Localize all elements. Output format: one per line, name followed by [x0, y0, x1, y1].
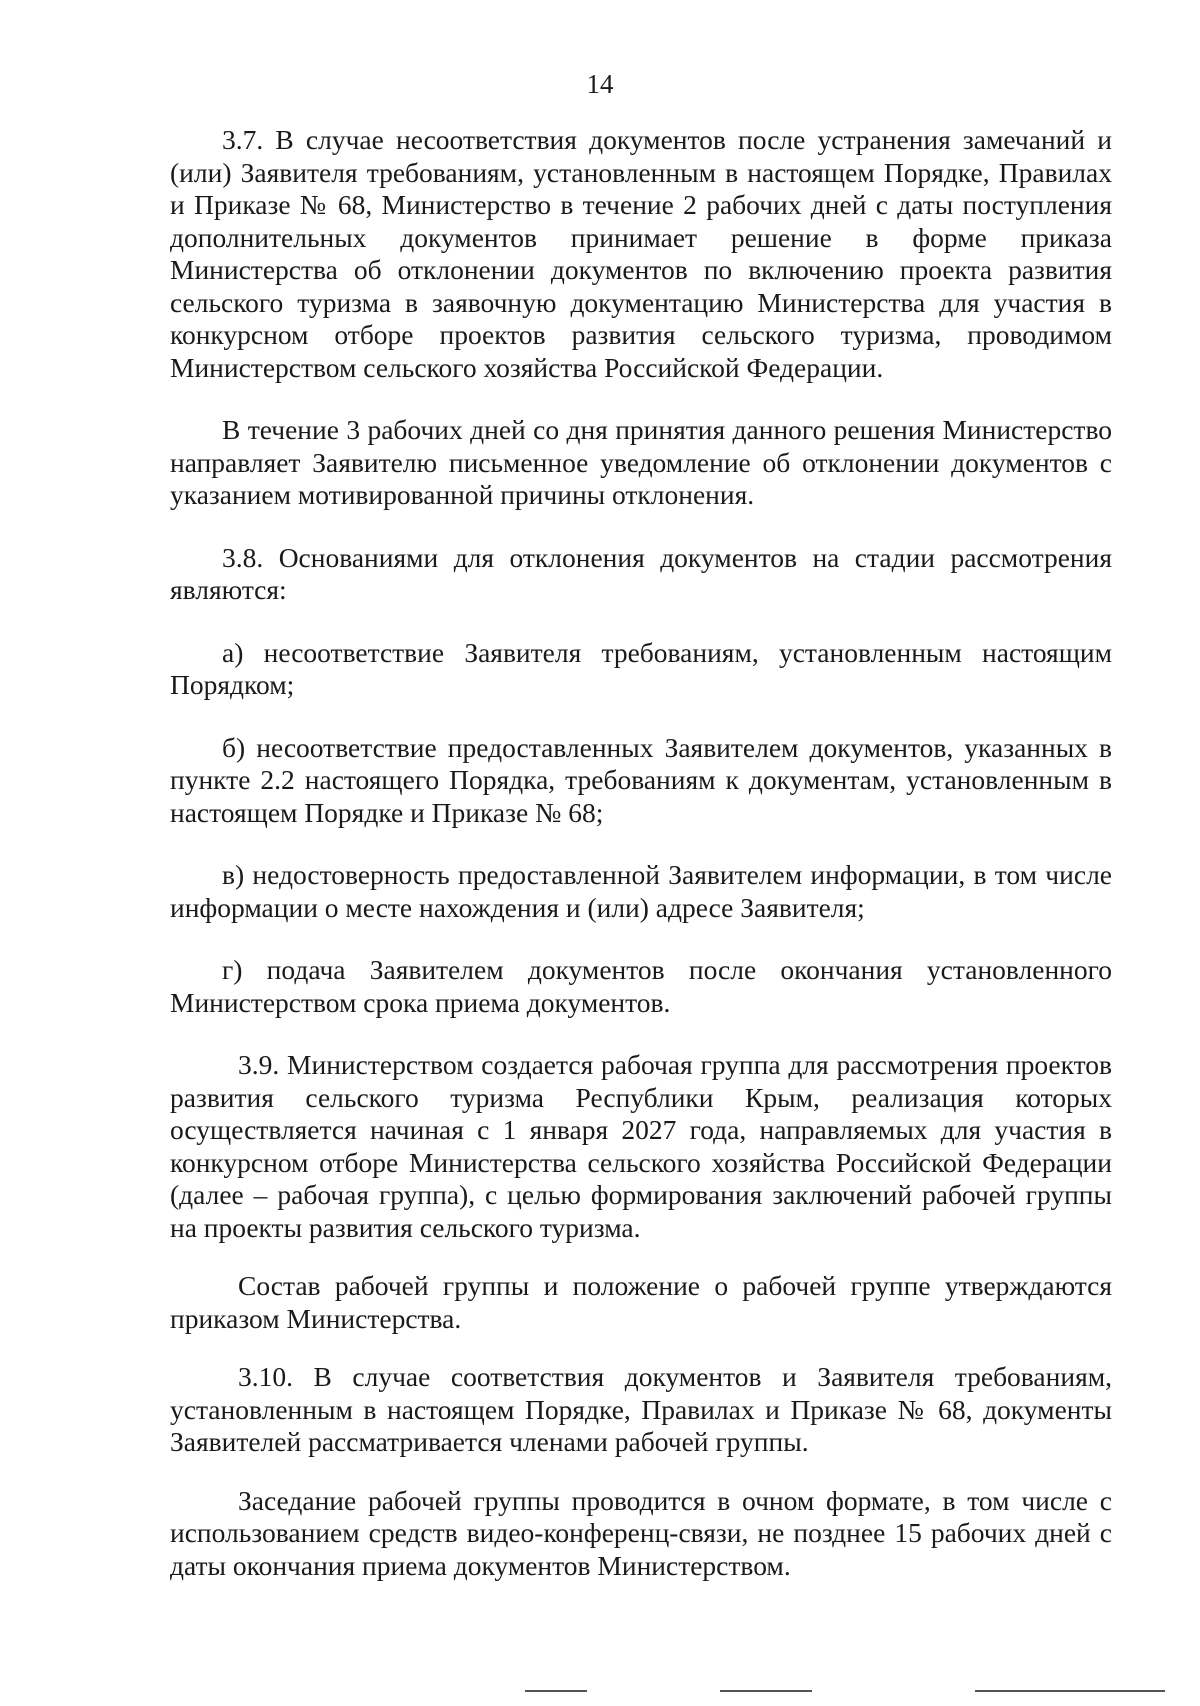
footer-line — [720, 1690, 812, 1692]
paragraph-3-9-composition: Состав рабочей группы и положение о рабочей группе утверждаются приказом Министерства. — [170, 1270, 1112, 1334]
list-item-v: в) недостоверность предоставленной Заявителем информации, в том числе информации о месте нахождения и (или) адресе Заявителя; — [170, 859, 1112, 923]
paragraph-3-9: 3.9. Министерством создается рабочая группа для рассмотрения проектов развития сельского туризма Республики Крым, реализация которых осуществляется начиная с 1 января 2027 года, направляемых для участия в конкурсном отборе Министерства сельского хозяйства Российской Федерации (далее – рабочая группа), с целью формирования заключений рабочей группы на проекты развития сельского туризма. — [170, 1049, 1112, 1243]
footer-line — [975, 1690, 1165, 1692]
paragraph-3-7: 3.7. В случае несоответствия документов после устранения замечаний и (или) Заявителя требованиям, установленным в настоящем Порядке, Правилах и Приказе № 68, Министерство в течение 2 рабочих дней с даты поступления дополнительных документов принимает решение в форме приказа Министерства об отклонении документов по включению проекта развития сельского туризма в заявочную документацию Министерства для участия в конкурсном отборе проектов развития сельского туризма, проводимом Министерством сельского хозяйства Российской Федерации. — [170, 124, 1112, 383]
document-body — [170, 124, 1112, 1582]
list-item-a: а) несоответствие Заявителя требованиям, установленным настоящим Порядком; — [170, 636, 1112, 700]
paragraph-3-8: 3.8. Основаниями для отклонения документов на стадии рассмотрения являются: — [170, 541, 1112, 605]
paragraph-3-7-notice: В течение 3 рабочих дней со дня принятия данного решения Министерство направляет Заявителю письменное уведомление об отклонении документов с указанием мотивированной причины отклонения. — [170, 414, 1112, 510]
list-item-g: г) подача Заявителем документов после окончания установленного Министерством срока приема документов. — [170, 954, 1112, 1018]
page-number: 14 — [586, 69, 614, 99]
footer-line — [525, 1690, 587, 1692]
paragraph-3-10-meeting: Заседание рабочей группы проводится в очном формате, в том числе с использованием средств видео-конференц-связи, не позднее 15 рабочих дней с даты окончания приема документов Министерством. — [170, 1484, 1112, 1581]
list-item-b: б) несоответствие предоставленных Заявителем документов, указанных в пункте 2.2 настоящего Порядка, требованиям к документам, установленным в настоящем Порядке и Приказе № 68; — [170, 731, 1112, 828]
paragraph-3-10: 3.10. В случае соответствия документов и Заявителя требованиям, установленным в настоящем Порядке, Правилах и Приказе № 68, документы Заявителей рассматривается членами рабочей группы. — [170, 1361, 1112, 1457]
